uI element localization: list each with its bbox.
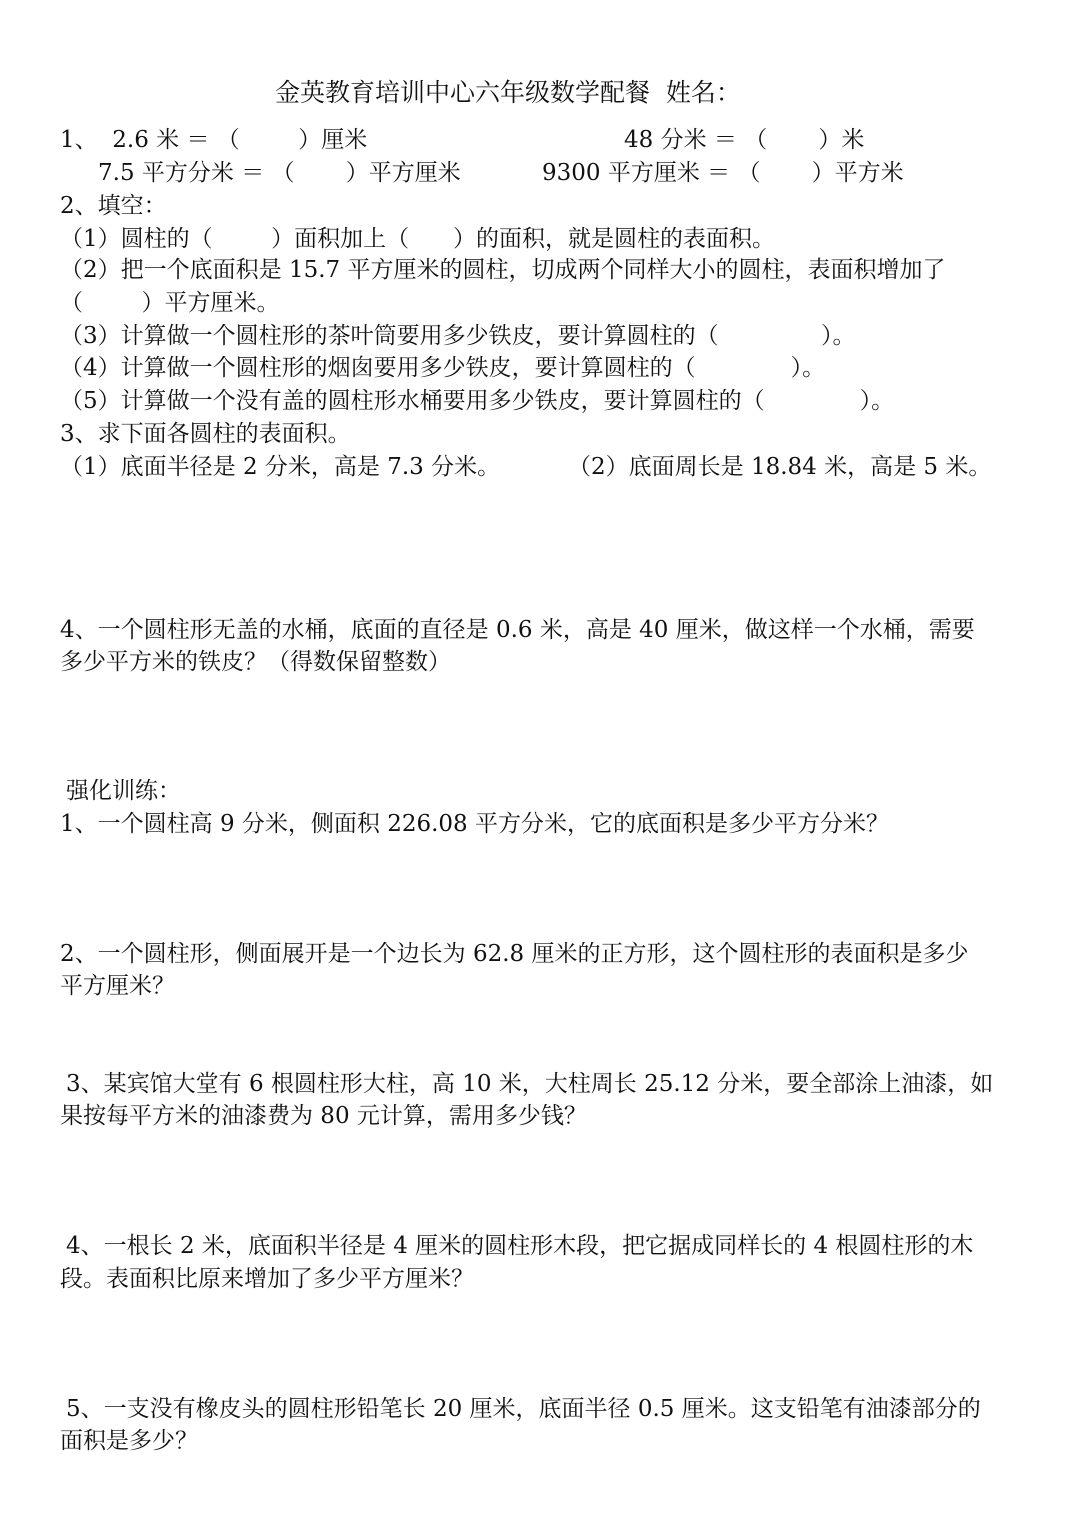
q3-heading: 3、求下面各圆柱的表面积。 (60, 421, 351, 447)
practice-q2-line2: 平方厘米？ (60, 973, 175, 999)
q2-item3: （3）计算做一个圆柱形的茶叶筒要用多少铁皮，要计算圆柱的（ ）。 (60, 323, 856, 349)
page-title: 金英教育培训中心六年级数学配餐 姓名： (275, 78, 741, 107)
practice-q3-line1: 3、某宾馆大堂有 6 根圆柱形大柱，高 10 米，大柱周长 25.12 分米，要全部涂上油漆，如 (66, 1071, 994, 1097)
practice-q4-line2: 段。表面积比原来增加了多少平方厘米？ (60, 1266, 474, 1292)
practice-q3-line2: 果按每平方米的油漆费为 80 元计算，需用多少钱？ (60, 1103, 587, 1129)
q2-item2-line2: （ ）平方厘米。 (60, 290, 280, 316)
practice-q2-line1: 2、一个圆柱形，侧面展开是一个边长为 62.8 厘米的正方形，这个圆柱形的表面积是多少 (60, 941, 969, 967)
q4-line2: 多少平方米的铁皮？（得数保留整数） (60, 649, 451, 675)
practice-q4-line1: 4、一根长 2 米，底面积半径是 4 厘米的圆柱形木段，把它据成同样长的 4 根圆柱形的木 (66, 1233, 974, 1259)
q2-heading: 2、填空： (60, 193, 167, 219)
q3-item2: （2）底面周长是 18.84 米，高是 5 米。 (568, 454, 992, 480)
q1-line1-right: 48 分米 ＝ （ ）米 (624, 127, 865, 153)
practice-q5-line1: 5、一支没有橡皮头的圆柱形铅笔长 20 厘米，底面半径 0.5 厘米。这支铅笔有油漆部分的 (66, 1396, 981, 1422)
q2-item4: （4）计算做一个圆柱形的烟囱要用多少铁皮，要计算圆柱的（ ）。 (60, 355, 826, 381)
practice-heading: 强化训练： (66, 778, 181, 804)
q3-item1: （1）底面半径是 2 分米，高是 7.3 分米。 (60, 454, 501, 480)
practice-q5-line2: 面积是多少？ (60, 1428, 198, 1454)
q4-line1: 4、一个圆柱形无盖的水桶，底面的直径是 0.6 米，高是 40 厘米，做这样一个水桶，需要 (60, 617, 975, 643)
q2-item2-line1: （2）把一个底面积是 15.7 平方厘米的圆柱，切成两个同样大小的圆柱，表面积增加了 (60, 257, 946, 283)
q1-line2-left: 7.5 平方分米 ＝ （ ）平方厘米 (98, 160, 461, 186)
practice-q1: 1、一个圆柱高 9 分米，侧面积 226.08 平方分米，它的底面积是多少平方分米？ (60, 811, 889, 837)
q1-line2-right: 9300 平方厘米 ＝ （ ）平方米 (542, 160, 904, 186)
q1-line1-left: 1、 2.6 米 ＝ （ ）厘米 (60, 127, 368, 153)
q2-item5: （5）计算做一个没有盖的圆柱形水桶要用多少铁皮，要计算圆柱的（ ）。 (60, 388, 895, 414)
q2-item1: （1）圆柱的（ ）面积加上（ ）的面积，就是圆柱的表面积。 (60, 226, 775, 252)
